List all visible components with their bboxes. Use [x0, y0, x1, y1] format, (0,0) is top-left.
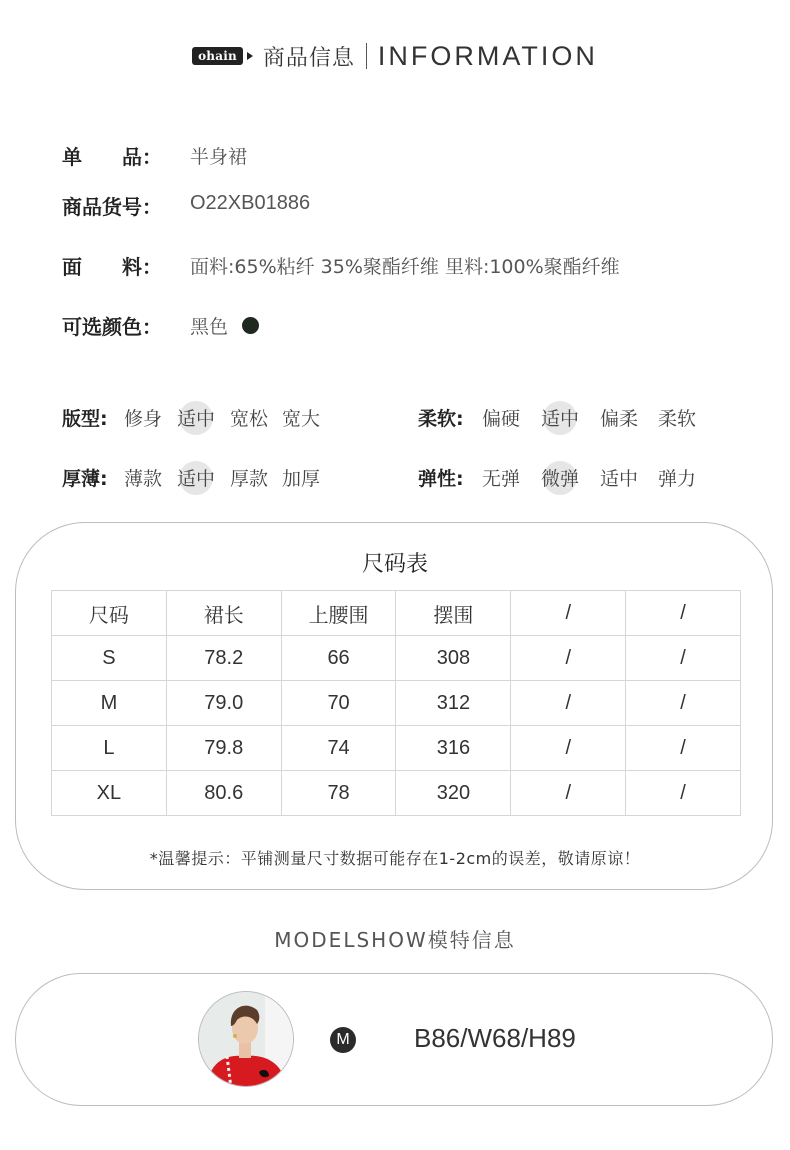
- thickness-option-selected: 适中: [177, 464, 215, 491]
- table-cell: 74: [281, 726, 396, 771]
- table-row: [52, 636, 741, 681]
- table-cell: /: [511, 771, 626, 816]
- fit-option-selected: 适中: [177, 404, 215, 431]
- item-label-part-2: 品：: [122, 145, 162, 169]
- model-card: [15, 973, 773, 1106]
- header-title-cn: 商品信息: [262, 45, 355, 71]
- size-chart-table: [51, 590, 741, 816]
- table-cell: 316: [396, 726, 511, 771]
- elasticity-option: 弹力: [658, 468, 697, 490]
- table-header-cell: 尺码: [52, 591, 167, 636]
- fit-label: 版型:: [62, 408, 108, 430]
- table-cell: L: [52, 726, 167, 771]
- table-header-cell: /: [511, 591, 626, 636]
- fabric-label: [62, 251, 162, 280]
- table-header-row: [52, 591, 741, 636]
- elasticity-option-selected: 微弹: [541, 464, 579, 491]
- table-cell: 78.2: [166, 636, 281, 681]
- table-cell: M: [52, 681, 167, 726]
- table-cell: 79.8: [166, 726, 281, 771]
- fit-option: 修身: [124, 408, 163, 430]
- thickness-option: 薄款: [124, 468, 163, 490]
- measurement-note: *温馨提示：平铺测量尺寸数据可能存在1-2cm的误差，敬请原谅！: [149, 849, 641, 868]
- play-icon: [247, 52, 253, 60]
- table-cell: 70: [281, 681, 396, 726]
- table-cell: /: [626, 681, 741, 726]
- table-cell: XL: [52, 771, 167, 816]
- table-cell: /: [626, 771, 741, 816]
- table-cell: /: [511, 681, 626, 726]
- thickness-option: 加厚: [282, 468, 321, 490]
- color-label: 可选颜色：: [62, 315, 162, 339]
- table-row: [52, 771, 741, 816]
- color-value: 黑色: [190, 316, 229, 338]
- thickness-label: 厚薄:: [62, 468, 108, 490]
- elasticity-label: 弹性:: [418, 468, 464, 490]
- softness-option: 柔软: [658, 408, 697, 430]
- size-chart-title: 尺码表: [361, 552, 428, 577]
- model-avatar: [198, 991, 294, 1087]
- table-cell: 320: [396, 771, 511, 816]
- table-cell: S: [52, 636, 167, 681]
- table-cell: 80.6: [166, 771, 281, 816]
- table-header-cell: 上腰围: [281, 591, 396, 636]
- table-cell: /: [626, 726, 741, 771]
- sku-label: 商品货号：: [62, 195, 162, 219]
- softness-option: 偏柔: [600, 408, 639, 430]
- table-cell: 79.0: [166, 681, 281, 726]
- fit-option: 宽松: [230, 408, 269, 430]
- table-header-cell: 摆围: [396, 591, 511, 636]
- softness-label: 柔软:: [418, 408, 464, 430]
- table-row: [52, 726, 741, 771]
- fit-option: 宽大: [282, 408, 321, 430]
- header-title-en: INFORMATION: [377, 40, 598, 71]
- thickness-option: 厚款: [230, 468, 269, 490]
- color-swatch[interactable]: [242, 317, 259, 334]
- table-cell: 308: [396, 636, 511, 681]
- softness-option: 偏硬: [482, 408, 521, 430]
- model-measurements: B86/W68/H89: [414, 1023, 576, 1053]
- item-value: 半身裙: [190, 146, 248, 168]
- table-cell: /: [511, 636, 626, 681]
- item-label: [62, 141, 162, 170]
- softness-option-selected: 适中: [541, 404, 579, 431]
- model-section-title: MODELSHOW模特信息: [274, 928, 516, 952]
- table-cell: /: [511, 726, 626, 771]
- model-photo-illustration: [199, 992, 294, 1087]
- item-label-part-1: 单: [62, 145, 82, 169]
- table-cell: 66: [281, 636, 396, 681]
- table-cell: 78: [281, 771, 396, 816]
- table-row: [52, 681, 741, 726]
- fabric-label-part-1: 面: [62, 255, 82, 279]
- elasticity-option: 无弹: [482, 468, 521, 490]
- model-size-badge: M: [330, 1027, 356, 1053]
- table-cell: /: [626, 636, 741, 681]
- table-cell: 312: [396, 681, 511, 726]
- page-header: [0, 38, 790, 74]
- table-header-cell: /: [626, 591, 741, 636]
- header-divider: [366, 43, 367, 69]
- fabric-label-part-2: 料：: [122, 255, 162, 279]
- elasticity-option: 适中: [600, 468, 639, 490]
- sku-value: O22XB01886: [190, 192, 311, 214]
- table-header-cell: 裙长: [166, 591, 281, 636]
- brand-logo: ohain: [192, 47, 243, 65]
- color-value-wrap: [190, 312, 259, 339]
- fabric-value: 面料:65%粘纤 35%聚酯纤维 里料:100%聚酯纤维: [190, 256, 620, 278]
